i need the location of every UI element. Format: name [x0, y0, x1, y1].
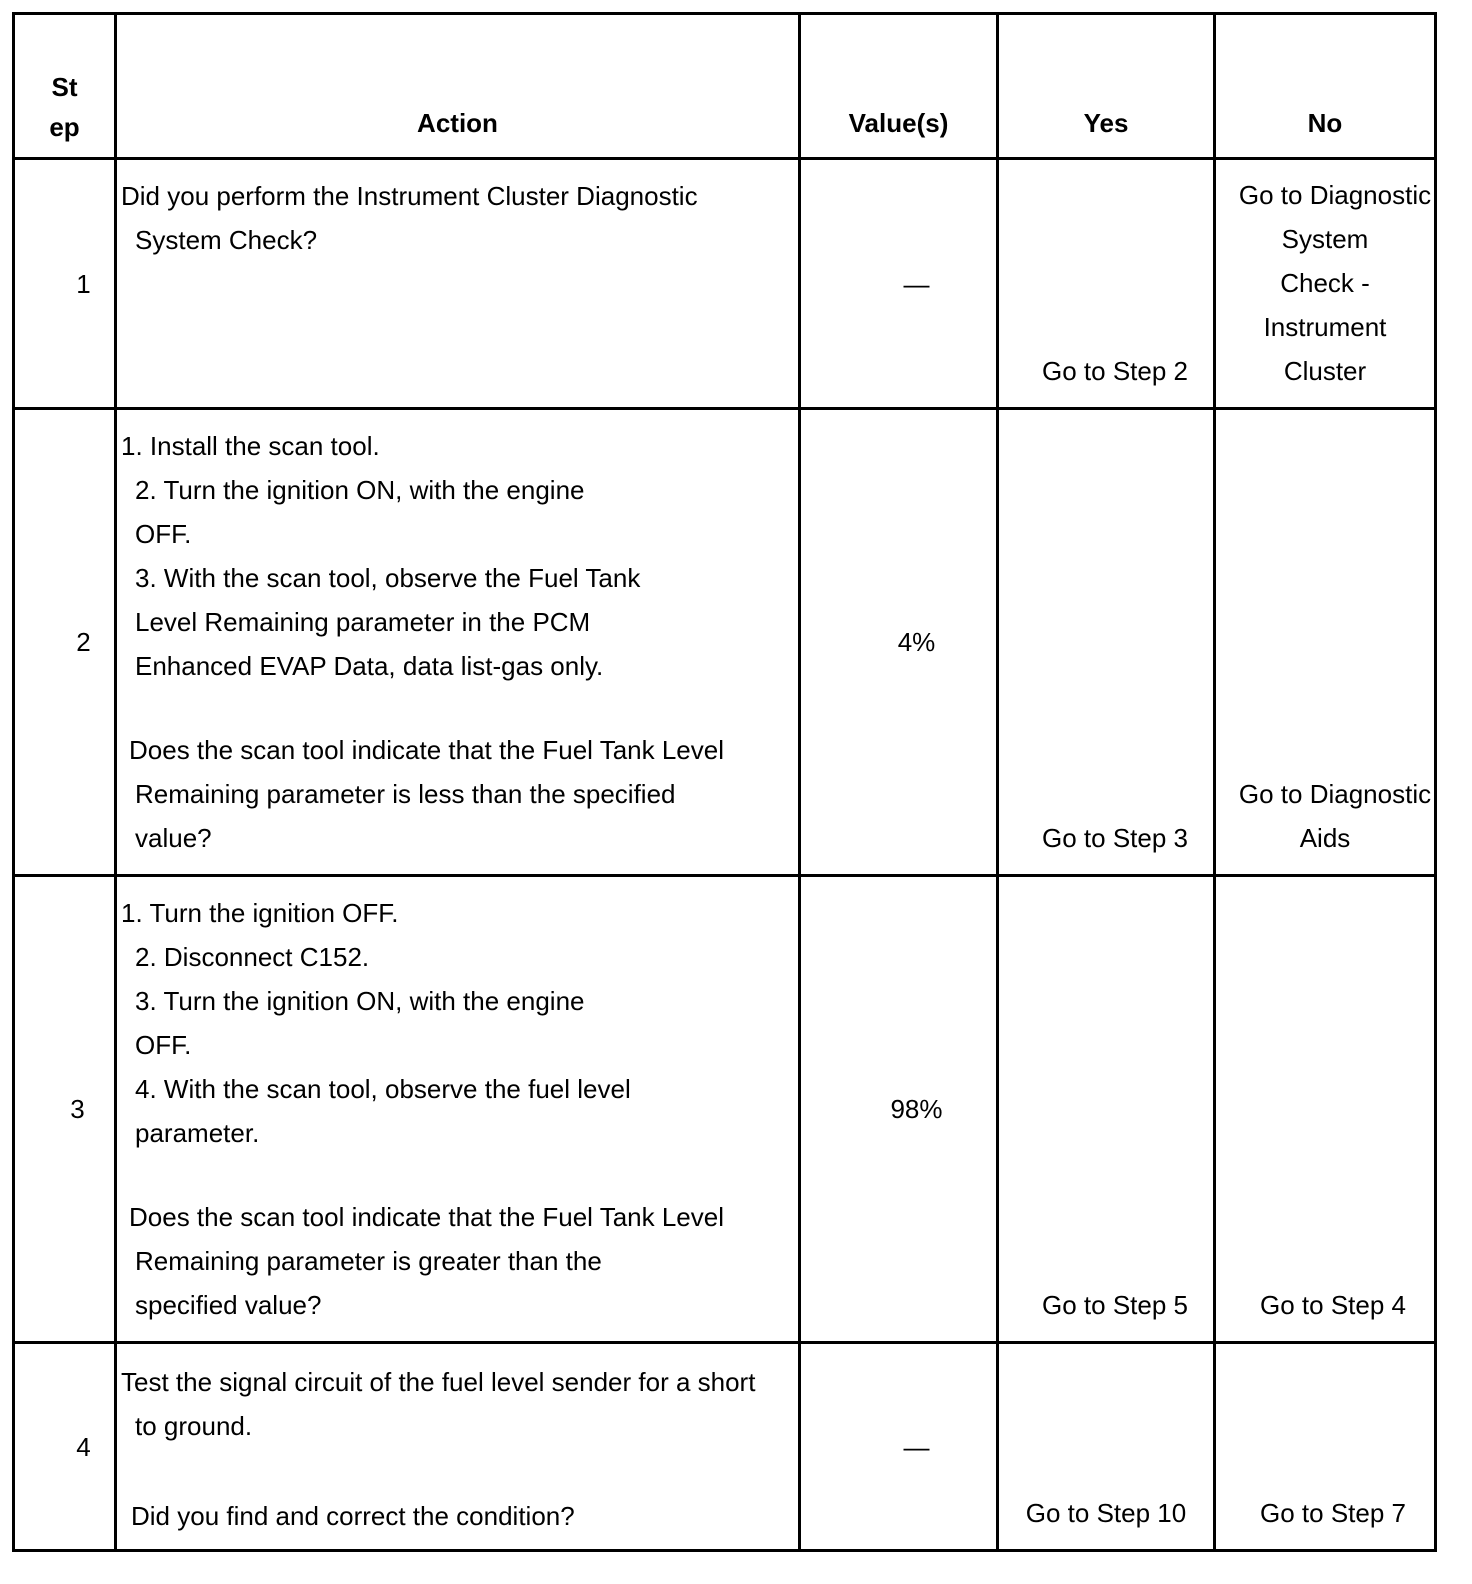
header-values: Value(s)	[800, 14, 998, 159]
header-step-line1: St	[51, 72, 78, 102]
question-line: value?	[135, 823, 212, 853]
no-line: Go to Step 4	[1260, 1290, 1406, 1320]
spacer	[121, 688, 792, 728]
action-line: 3. Turn the ignition ON, with the engine	[135, 986, 585, 1016]
value-cell: —	[800, 1343, 998, 1551]
action-line: Did you perform the Instrument Cluster Diagnostic	[121, 181, 698, 211]
spacer	[121, 1155, 792, 1195]
yes-cell: Go to Step 2	[998, 159, 1215, 409]
action-line: parameter.	[135, 1118, 260, 1148]
action-line: 3. With the scan tool, observe the Fuel Tank	[135, 563, 641, 593]
action-line: Level Remaining parameter in the PCM	[135, 607, 591, 637]
action-line: to ground.	[135, 1411, 253, 1441]
action-cell	[116, 876, 800, 1343]
action-line: 2. Turn the ignition ON, with the engine	[135, 475, 585, 505]
header-step-line2: ep	[49, 112, 80, 142]
action-line: Test the signal circuit of the fuel level sender for a short	[121, 1367, 756, 1397]
action-line: System Check?	[135, 225, 318, 255]
action-cell	[116, 1343, 800, 1551]
table-row	[14, 1343, 1436, 1551]
table-row	[14, 409, 1436, 876]
value-cell: 98%	[800, 876, 998, 1343]
step-number: 3	[14, 876, 116, 1343]
action-line: OFF.	[135, 519, 192, 549]
spacer	[121, 1448, 792, 1494]
step-number: 4	[14, 1343, 116, 1551]
action-line: 4. With the scan tool, observe the fuel level	[135, 1074, 631, 1104]
no-cell	[1215, 159, 1436, 409]
value-cell: 4%	[800, 409, 998, 876]
action-line: 2. Disconnect C152.	[135, 942, 370, 972]
no-line: Check -	[1280, 268, 1370, 298]
action-cell	[116, 409, 800, 876]
no-cell	[1215, 409, 1436, 876]
diagnostic-table	[12, 12, 1437, 1552]
action-line: 1. Install the scan tool.	[121, 431, 380, 461]
yes-cell: Go to Step 10	[998, 1343, 1215, 1551]
header-no: No	[1215, 14, 1436, 159]
question-line: Does the scan tool indicate that the Fuel Tank Level	[129, 1202, 725, 1232]
no-line: Instrument	[1263, 312, 1387, 342]
no-cell	[1215, 1343, 1436, 1551]
question-line: Does the scan tool indicate that the Fuel Tank Level	[129, 735, 725, 765]
step-number: 1	[14, 159, 116, 409]
table-row	[14, 876, 1436, 1343]
no-line: Aids	[1299, 823, 1351, 853]
table-row	[14, 159, 1436, 409]
value-cell: —	[800, 159, 998, 409]
header-row	[14, 14, 1436, 159]
action-line: 1. Turn the ignition OFF.	[121, 898, 399, 928]
no-line: Go to Diagnostic	[1238, 180, 1432, 210]
action-cell	[116, 159, 800, 409]
no-line: Go to Diagnostic	[1238, 779, 1432, 809]
yes-cell: Go to Step 5	[998, 876, 1215, 1343]
yes-cell: Go to Step 3	[998, 409, 1215, 876]
question-line: Remaining parameter is greater than the	[135, 1246, 602, 1276]
header-step	[14, 14, 116, 159]
no-line: Go to Step 7	[1260, 1498, 1406, 1528]
step-number: 2	[14, 409, 116, 876]
header-yes: Yes	[998, 14, 1215, 159]
action-line: Enhanced EVAP Data, data list-gas only.	[135, 651, 604, 681]
question-line: specified value?	[135, 1290, 322, 1320]
question-line: Did you find and correct the condition?	[131, 1501, 575, 1531]
question-line: Remaining parameter is less than the specified	[135, 779, 676, 809]
action-line: OFF.	[135, 1030, 192, 1060]
no-cell	[1215, 876, 1436, 1343]
no-line: Cluster	[1283, 356, 1367, 386]
no-line: System	[1281, 224, 1369, 254]
header-action: Action	[116, 14, 800, 159]
